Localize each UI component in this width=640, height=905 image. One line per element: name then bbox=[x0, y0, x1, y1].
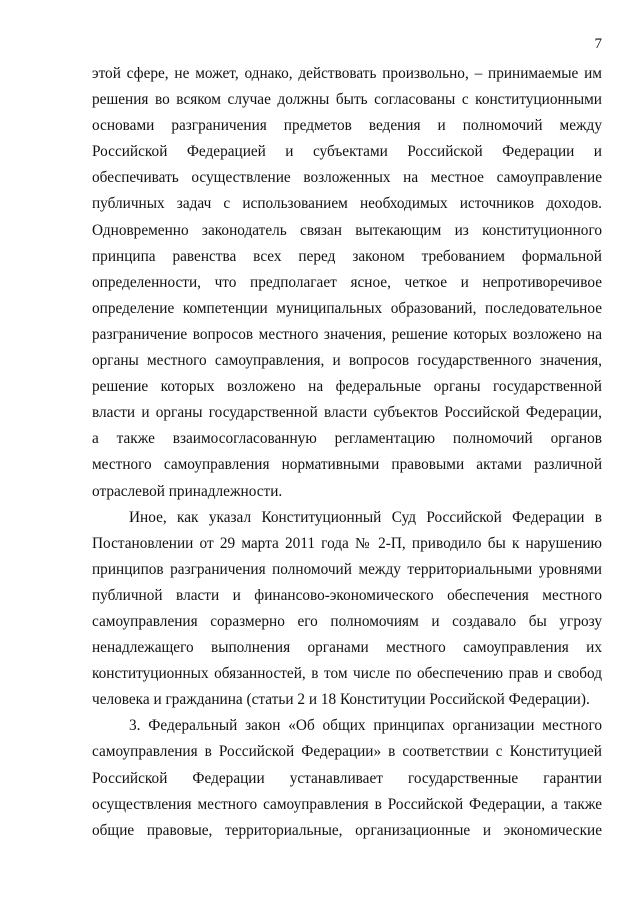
text-line: органы местного самоуправления, и вопросов государственного значения, bbox=[92, 352, 602, 370]
text-line: обеспечивать осуществление возложенных на местное самоуправление bbox=[92, 169, 602, 187]
paragraph-2 bbox=[92, 505, 602, 714]
text-line: ненадлежащего выполнения органами местного самоуправления их bbox=[92, 639, 602, 657]
text-line: Одновременно законодатель связан вытекающим из конституционного bbox=[92, 221, 602, 239]
text-line: самоуправления соразмерно его полномочиям и создавало бы угрозу bbox=[92, 612, 602, 630]
text-line: разграничение вопросов местного значения, решение которых возложено на bbox=[92, 325, 602, 343]
text-line: этой сфере, не может, однако, действовать произвольно, – принимаемые им bbox=[92, 65, 602, 82]
text-line: решения во всяком случае должны быть согласованы с конституционными bbox=[92, 91, 602, 109]
text-line: публичной власти и финансово-экономического обеспечения местного bbox=[92, 586, 602, 604]
text-line: 3. Федеральный закон «Об общих принципах организации местного bbox=[129, 717, 602, 735]
text-line: принципов разграничения полномочий между территориальными уровнями bbox=[92, 560, 602, 578]
text-line: отраслевой принадлежности. bbox=[92, 482, 283, 500]
text-line: человека и гражданина (статьи 2 и 18 Конституции Российской Федерации). bbox=[92, 691, 590, 709]
text-line: местного самоуправления нормативными правовыми актами различной bbox=[92, 456, 602, 474]
text-line: конституционных обязанностей, в том числе по обеспечению прав и свобод bbox=[92, 665, 602, 683]
text-line: основами разграничения предметов ведения и полномочий между bbox=[92, 117, 602, 135]
text-line: определенности, что предполагает ясное, четкое и непротиворечивое bbox=[92, 273, 602, 291]
text-line: Российской Федерации устанавливает государственные гарантии bbox=[92, 769, 602, 787]
text-line: общие правовые, территориальные, организационные и экономические bbox=[92, 821, 602, 839]
text-line: публичных задач с использованием необходимых источников доходов. bbox=[92, 195, 602, 213]
text-line: решение которых возложено на федеральные органы государственной bbox=[92, 378, 602, 396]
text-line: а также взаимосогласованную регламентацию полномочий органов bbox=[92, 430, 602, 448]
text-line: Российской Федерацией и субъектами Российской Федерации и bbox=[92, 143, 602, 161]
text-line: Иное, как указал Конституционный Суд Российской Федерации в bbox=[129, 508, 602, 526]
body-text bbox=[92, 61, 602, 844]
page-number: 7 bbox=[594, 36, 602, 52]
paragraph-1 bbox=[92, 61, 602, 505]
text-line: осуществления местного самоуправления в Российской Федерации, а также bbox=[92, 795, 602, 813]
text-line: самоуправления в Российской Федерации» в соответствии с Конституцией bbox=[92, 743, 602, 761]
text-line: власти и органы государственной власти субъектов Российской Федерации, bbox=[92, 404, 602, 422]
paragraph-3 bbox=[92, 713, 602, 843]
text-line: принципа равенства всех перед законом требованием формальной bbox=[92, 247, 602, 265]
text-line: определение компетенции муниципальных образований, последовательное bbox=[92, 299, 602, 317]
text-line: Постановлении от 29 марта 2011 года № 2-П, приводило бы к нарушению bbox=[92, 534, 602, 552]
